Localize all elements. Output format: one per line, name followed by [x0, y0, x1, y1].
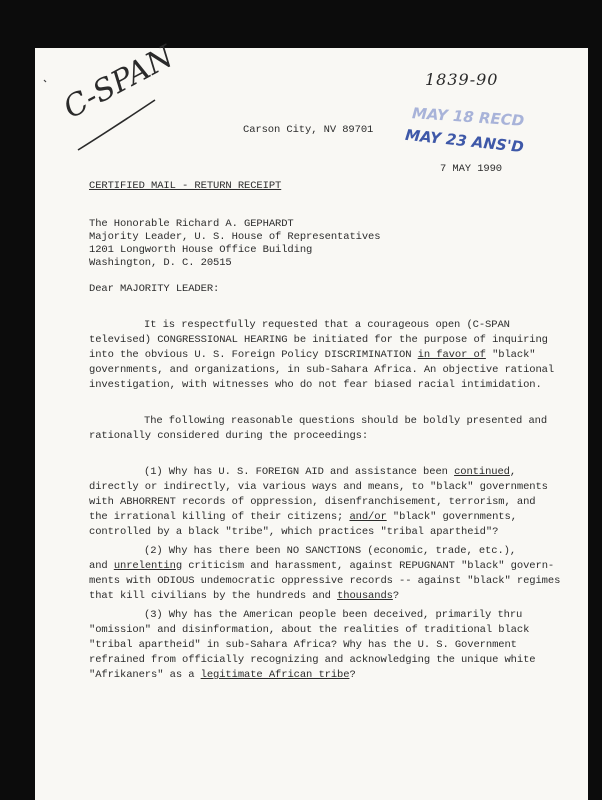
q2-line — [89, 590, 399, 602]
q3-text: ? — [349, 669, 356, 681]
q1-line — [89, 511, 517, 523]
recipient-city: Washington, D. C. 20515 — [89, 257, 232, 269]
q3-line: (3) Why has the American people been deceived, primarily thru — [144, 609, 523, 621]
p1-text: into the obvious U. S. Foreign Policy DISCRIMINATION — [89, 349, 418, 361]
q2-text: that kill civilians by the hundreds and — [89, 590, 338, 602]
q3-line: refrained from officially recognizing and acknowledging the unique white — [89, 654, 536, 666]
q2-line: ments with ODIOUS undemocratic oppressive records -- against "black" regimes — [89, 575, 561, 587]
q2-underlined: unrelenting — [113, 560, 183, 572]
q1-underlined: continued — [454, 466, 510, 478]
q1-underlined: and/or — [349, 511, 387, 523]
q1-text: (1) Why has U. S. FOREIGN AID and assistance been — [144, 466, 455, 478]
q1-line: directly or indirectly, via various ways and means, to "black" governments — [89, 481, 548, 493]
sender-location: Carson City, NV 89701 — [243, 124, 374, 136]
file-number: 1839-90 — [425, 70, 499, 89]
q3-line: "tribal apartheid" in sub-Sahara Africa? Why has the U. S. Government — [89, 639, 517, 651]
p1-line: televised) CONGRESSIONAL HEARING be initiated for the purpose of inquiring — [89, 334, 548, 346]
p1-text: "black" — [485, 349, 536, 361]
q2-underlined: thousands — [337, 590, 393, 602]
q3-line — [89, 669, 356, 681]
recipient-title: Majority Leader, U. S. House of Representatives — [89, 231, 381, 243]
p2-line: rationally considered during the proceedings: — [89, 430, 369, 442]
q1-line: with ABHORRENT records of oppression, disenfranchisement, terrorism, and — [89, 496, 536, 508]
q2-line — [89, 560, 554, 572]
q2-text: and — [89, 560, 114, 572]
q1-text: the irrational killing of their citizens; — [89, 511, 350, 523]
recipient-name: The Honorable Richard A. GEPHARDT — [89, 218, 294, 230]
letter-date: 7 MAY 1990 — [440, 163, 503, 175]
p1-line: governments, and organizations, in sub-Sahara Africa. An objective rational — [89, 364, 555, 376]
q3-underlined: legitimate African tribe — [200, 669, 350, 681]
p1-line: It is respectfully requested that a courageous open (C-SPAN — [144, 319, 510, 331]
q3-text: "Afrikaners" as a — [89, 669, 201, 681]
q1-line — [144, 466, 516, 478]
handwritten-note: C-SPAN — [58, 39, 180, 126]
q1-text: "black" governments, — [386, 511, 517, 523]
q1-line: controlled by a black "tribe", which practices "tribal apartheid"? — [89, 526, 499, 538]
salutation: Dear MAJORITY LEADER: — [89, 283, 220, 295]
q2-text: criticism and harassment, against REPUGNANT "black" govern- — [182, 560, 555, 572]
answered-stamp: MAY 23 ANS'D — [404, 125, 525, 157]
q3-line: "omission" and disinformation, about the realities of traditional black — [89, 624, 530, 636]
p1-line: investigation, with witnesses who do not fear biased racial intimidation. — [89, 379, 542, 391]
mail-type: CERTIFIED MAIL - RETURN RECEIPT — [89, 180, 282, 192]
recipient-building: 1201 Longworth House Office Building — [89, 244, 313, 256]
received-stamp: MAY 18 RECD — [411, 104, 525, 130]
q1-text: , — [509, 466, 517, 478]
p1-underlined: in favor of — [417, 349, 486, 361]
q2-text: ? — [392, 590, 400, 602]
p1-line — [89, 349, 535, 361]
q2-line: (2) Why has there been NO SANCTIONS (economic, trade, etc.), — [144, 545, 517, 557]
p2-line: The following reasonable questions should be boldly presented and — [144, 415, 548, 427]
